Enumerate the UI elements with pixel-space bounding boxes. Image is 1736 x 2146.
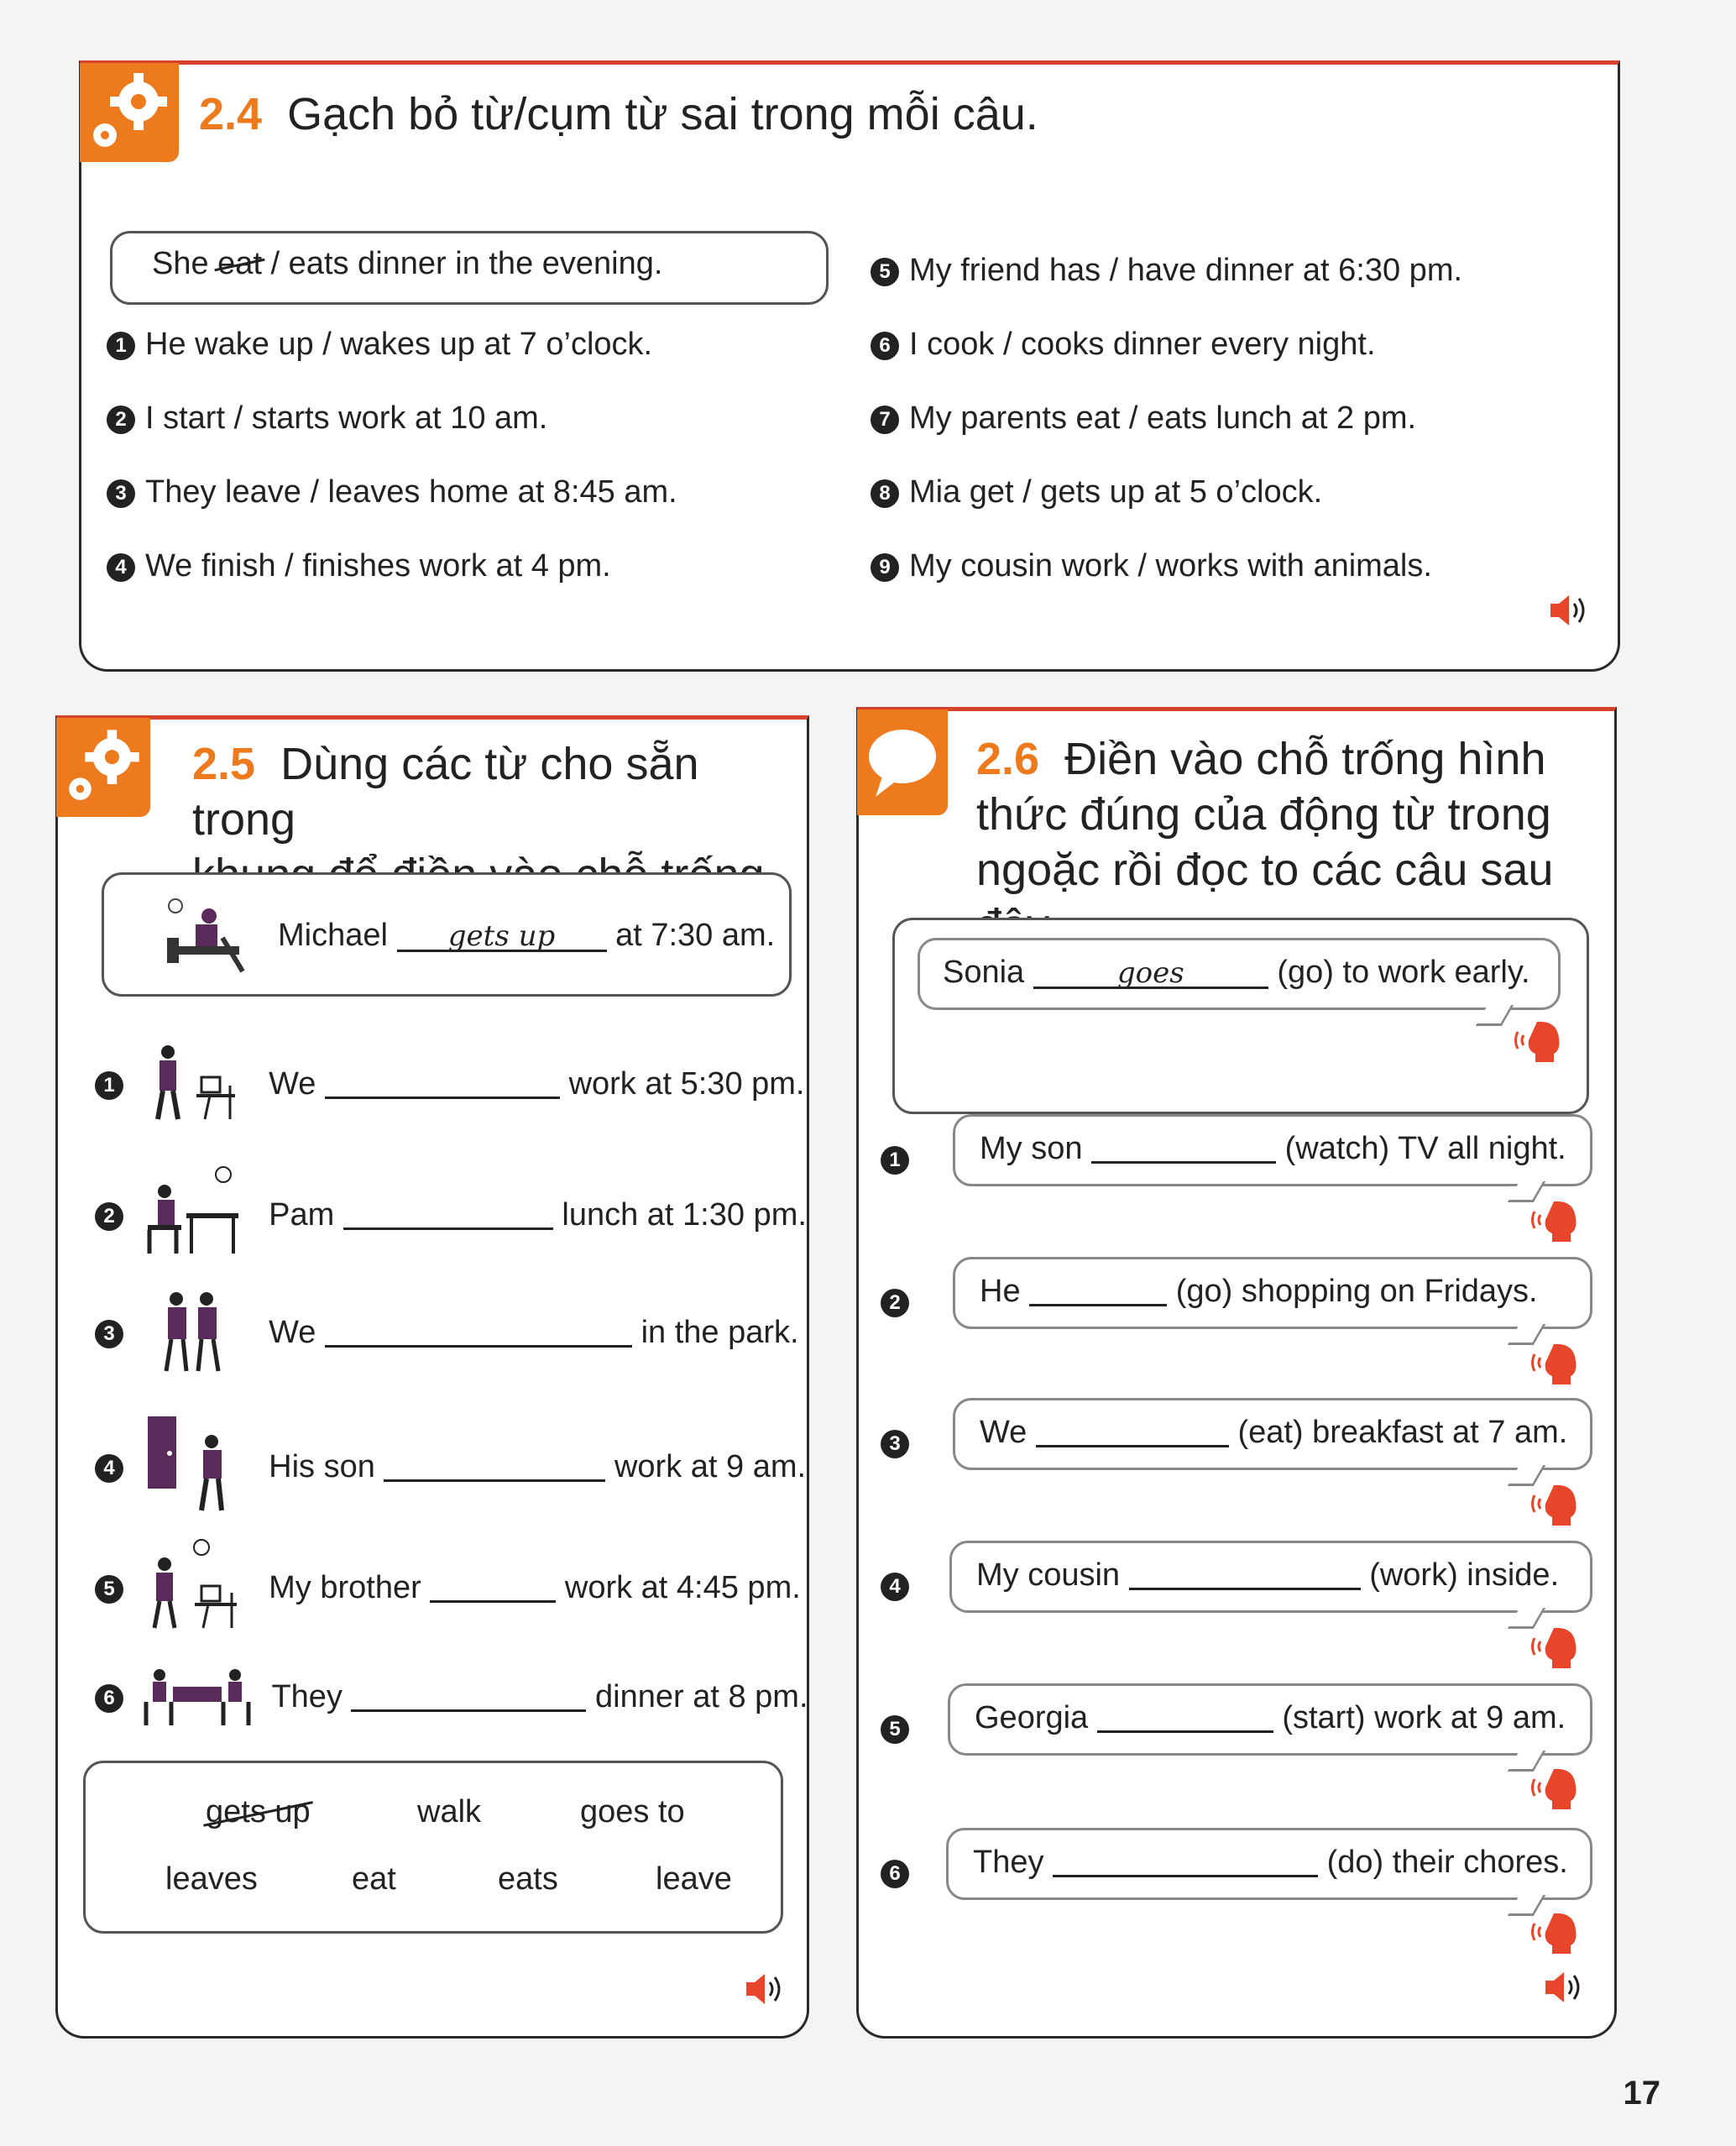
word-option: eat — [352, 1861, 396, 1897]
item-number: 1 — [107, 332, 135, 360]
item-number: 6 — [871, 332, 899, 360]
exercise-item — [973, 1845, 1568, 1881]
item-before: My son — [980, 1131, 1083, 1166]
word-option: leave — [656, 1861, 732, 1897]
section-title — [199, 86, 1038, 142]
person-going-to-work-icon — [143, 1044, 243, 1124]
item-number-wrap — [881, 1568, 919, 1604]
answer-blank[interactable] — [325, 1318, 632, 1348]
exercise-item — [95, 1290, 799, 1374]
section-badge — [857, 709, 948, 815]
item-number: 5 — [95, 1575, 123, 1604]
list-item — [107, 400, 547, 437]
exercise-item — [95, 1044, 804, 1124]
item-before: His son — [269, 1449, 375, 1484]
item-before: My brother — [269, 1570, 421, 1605]
item-text: Mia get / gets up at 5 o’clock. — [909, 474, 1323, 510]
speaker-icon[interactable] — [745, 1971, 788, 2007]
item-after: work at 9 am. — [614, 1449, 807, 1484]
person-waking-up-picture — [159, 896, 251, 976]
answer-blank — [1033, 956, 1268, 990]
struck-word: eat — [217, 246, 262, 281]
item-number-wrap — [881, 1141, 919, 1177]
item-text: My cousin work / works with animals. — [909, 548, 1432, 584]
item-before: They — [973, 1845, 1044, 1880]
item-after: (go) shopping on Fridays. — [1175, 1274, 1538, 1309]
section-instruction-line3: ngoặc rồi đọc to các câu sau — [976, 845, 1554, 895]
list-item — [871, 400, 1416, 437]
example-sentence — [152, 246, 662, 282]
section-number: 2.4 — [199, 89, 263, 139]
section-instruction-line1: Dùng các từ cho sẵn trong — [192, 739, 699, 845]
speaking-head-icon[interactable] — [1530, 1196, 1581, 1243]
section-2-5 — [55, 715, 809, 2039]
item-number-wrap — [881, 1425, 919, 1461]
item-after: work at 4:45 pm. — [564, 1570, 801, 1605]
answer-blank[interactable] — [1053, 1848, 1318, 1877]
people-having-dinner-icon — [143, 1668, 252, 1727]
item-number: 2 — [881, 1289, 909, 1317]
page-number: 17 — [1623, 2075, 1660, 2112]
list-item — [107, 474, 677, 510]
speaking-head-icon[interactable] — [1530, 1764, 1581, 1811]
exercise-item — [95, 1539, 801, 1631]
person-leaving-door-icon — [143, 1413, 243, 1514]
item-number: 4 — [881, 1573, 909, 1601]
section-2-6 — [856, 707, 1617, 2039]
section-instruction: Gạch bỏ từ/cụm từ sai trong mỗi câu. — [287, 89, 1038, 139]
item-number: 6 — [95, 1684, 123, 1713]
item-number: 5 — [871, 258, 899, 286]
exercise-item — [976, 1557, 1559, 1594]
item-number: 2 — [95, 1202, 123, 1231]
answer-blank[interactable] — [430, 1573, 556, 1603]
gear-icon — [80, 63, 179, 162]
exercise-item — [95, 1166, 807, 1259]
section-2-4 — [79, 60, 1620, 672]
word-option: walk — [417, 1794, 482, 1829]
item-before: My cousin — [976, 1557, 1121, 1593]
item-number: 3 — [95, 1320, 123, 1348]
speech-bubble-icon — [857, 709, 948, 815]
example-before: She — [152, 246, 218, 281]
example-after: (go) to work early. — [1277, 955, 1530, 990]
example-answer: goes — [1116, 956, 1184, 990]
item-number: 1 — [881, 1146, 909, 1175]
answer-blank[interactable] — [1129, 1561, 1361, 1590]
example-after: at 7:30 am. — [615, 918, 776, 953]
answer-blank[interactable] — [1097, 1704, 1273, 1733]
answer-blank[interactable] — [351, 1683, 586, 1712]
person-eating-lunch-icon — [143, 1166, 243, 1259]
item-number: 9 — [871, 553, 899, 582]
item-number: 3 — [881, 1430, 909, 1458]
item-before: He — [980, 1274, 1021, 1309]
example-sentence — [278, 918, 775, 954]
item-before: Georgia — [975, 1700, 1089, 1735]
item-number: 6 — [881, 1860, 909, 1888]
exercise-item — [980, 1131, 1566, 1167]
section-number: 2.5 — [192, 739, 256, 789]
item-number: 7 — [871, 406, 899, 434]
item-number-wrap — [881, 1284, 919, 1320]
item-text: We finish / finishes work at 4 pm. — [145, 548, 611, 584]
item-number: 1 — [95, 1071, 123, 1100]
item-number: 5 — [881, 1715, 909, 1744]
example-before: Sonia — [943, 955, 1025, 990]
list-item — [107, 548, 611, 584]
item-before: We — [980, 1415, 1027, 1450]
speaking-head-icon[interactable] — [1530, 1339, 1581, 1386]
section-badge — [56, 718, 150, 817]
item-after: lunch at 1:30 pm. — [562, 1197, 807, 1233]
answer-blank[interactable] — [325, 1070, 560, 1099]
answer-blank[interactable] — [1029, 1277, 1167, 1306]
word-box — [83, 1761, 783, 1934]
item-text: My parents eat / eats lunch at 2 pm. — [909, 400, 1417, 436]
item-after: work at 5:30 pm. — [568, 1066, 805, 1102]
speaker-icon[interactable] — [1544, 1969, 1587, 2006]
item-text: I cook / cooks dinner every night. — [909, 327, 1376, 362]
list-item — [871, 327, 1376, 363]
list-item — [871, 474, 1322, 510]
item-before: We — [269, 1066, 316, 1102]
section-badge — [80, 63, 179, 162]
item-after: (do) their chores. — [1326, 1845, 1568, 1880]
item-number: 4 — [107, 553, 135, 582]
list-item — [871, 253, 1462, 289]
section-number: 2.6 — [976, 734, 1040, 784]
example-before: Michael — [278, 918, 388, 953]
gear-icon — [56, 718, 150, 817]
exercise-item — [975, 1700, 1566, 1736]
example-after: / eats dinner in the evening. — [262, 246, 663, 281]
word-struck: gets up — [206, 1794, 311, 1829]
item-number-wrap — [881, 1710, 919, 1746]
speaking-head-icon[interactable] — [1514, 1017, 1564, 1064]
exercise-item — [95, 1413, 806, 1514]
exercise-item — [95, 1668, 808, 1727]
answer-blank[interactable] — [384, 1452, 605, 1482]
item-number: 8 — [871, 479, 899, 508]
person-finishing-work-icon — [143, 1539, 243, 1631]
item-before: Pam — [269, 1197, 335, 1233]
list-item — [107, 327, 652, 363]
item-before: They — [271, 1679, 342, 1714]
word-option: goes to — [580, 1794, 685, 1829]
item-number: 4 — [95, 1454, 123, 1483]
answer-blank — [397, 919, 607, 953]
people-walking-icon — [143, 1290, 243, 1374]
item-after: (eat) breakfast at 7 am. — [1237, 1415, 1568, 1450]
section-instruction-line1: Điền vào chỗ trống hình — [1064, 734, 1546, 784]
item-after: (start) work at 9 am. — [1282, 1700, 1566, 1735]
item-after: (work) inside. — [1369, 1557, 1560, 1593]
item-number-wrap — [881, 1855, 919, 1891]
speaking-head-icon[interactable] — [1530, 1908, 1581, 1955]
word-option: leaves — [165, 1861, 258, 1897]
answer-blank[interactable] — [1091, 1134, 1276, 1164]
item-before: We — [269, 1315, 316, 1350]
item-text: They leave / leaves home at 8:45 am. — [145, 474, 677, 510]
item-text: He wake up / wakes up at 7 o’clock. — [145, 327, 653, 362]
exercise-item — [980, 1274, 1538, 1310]
word-option: eats — [498, 1861, 558, 1897]
item-after: in the park. — [641, 1315, 799, 1350]
item-after: (watch) TV all night. — [1284, 1131, 1566, 1166]
item-number: 3 — [107, 479, 135, 508]
exercise-item — [980, 1415, 1567, 1451]
answer-blank[interactable] — [1036, 1418, 1229, 1447]
speaking-head-icon[interactable] — [1530, 1480, 1581, 1527]
item-text: My friend has / have dinner at 6:30 pm. — [909, 253, 1463, 288]
item-after: dinner at 8 pm. — [595, 1679, 808, 1714]
speaker-icon[interactable] — [1549, 592, 1592, 629]
item-number: 2 — [107, 406, 135, 434]
example-sentence — [943, 955, 1530, 991]
speaking-head-icon[interactable] — [1530, 1623, 1581, 1670]
section-instruction-line2: thức đúng của động từ trong — [976, 789, 1551, 840]
answer-blank[interactable] — [343, 1201, 553, 1230]
list-item — [871, 548, 1432, 584]
item-text: I start / starts work at 10 am. — [145, 400, 548, 436]
example-answer: gets up — [447, 919, 556, 953]
